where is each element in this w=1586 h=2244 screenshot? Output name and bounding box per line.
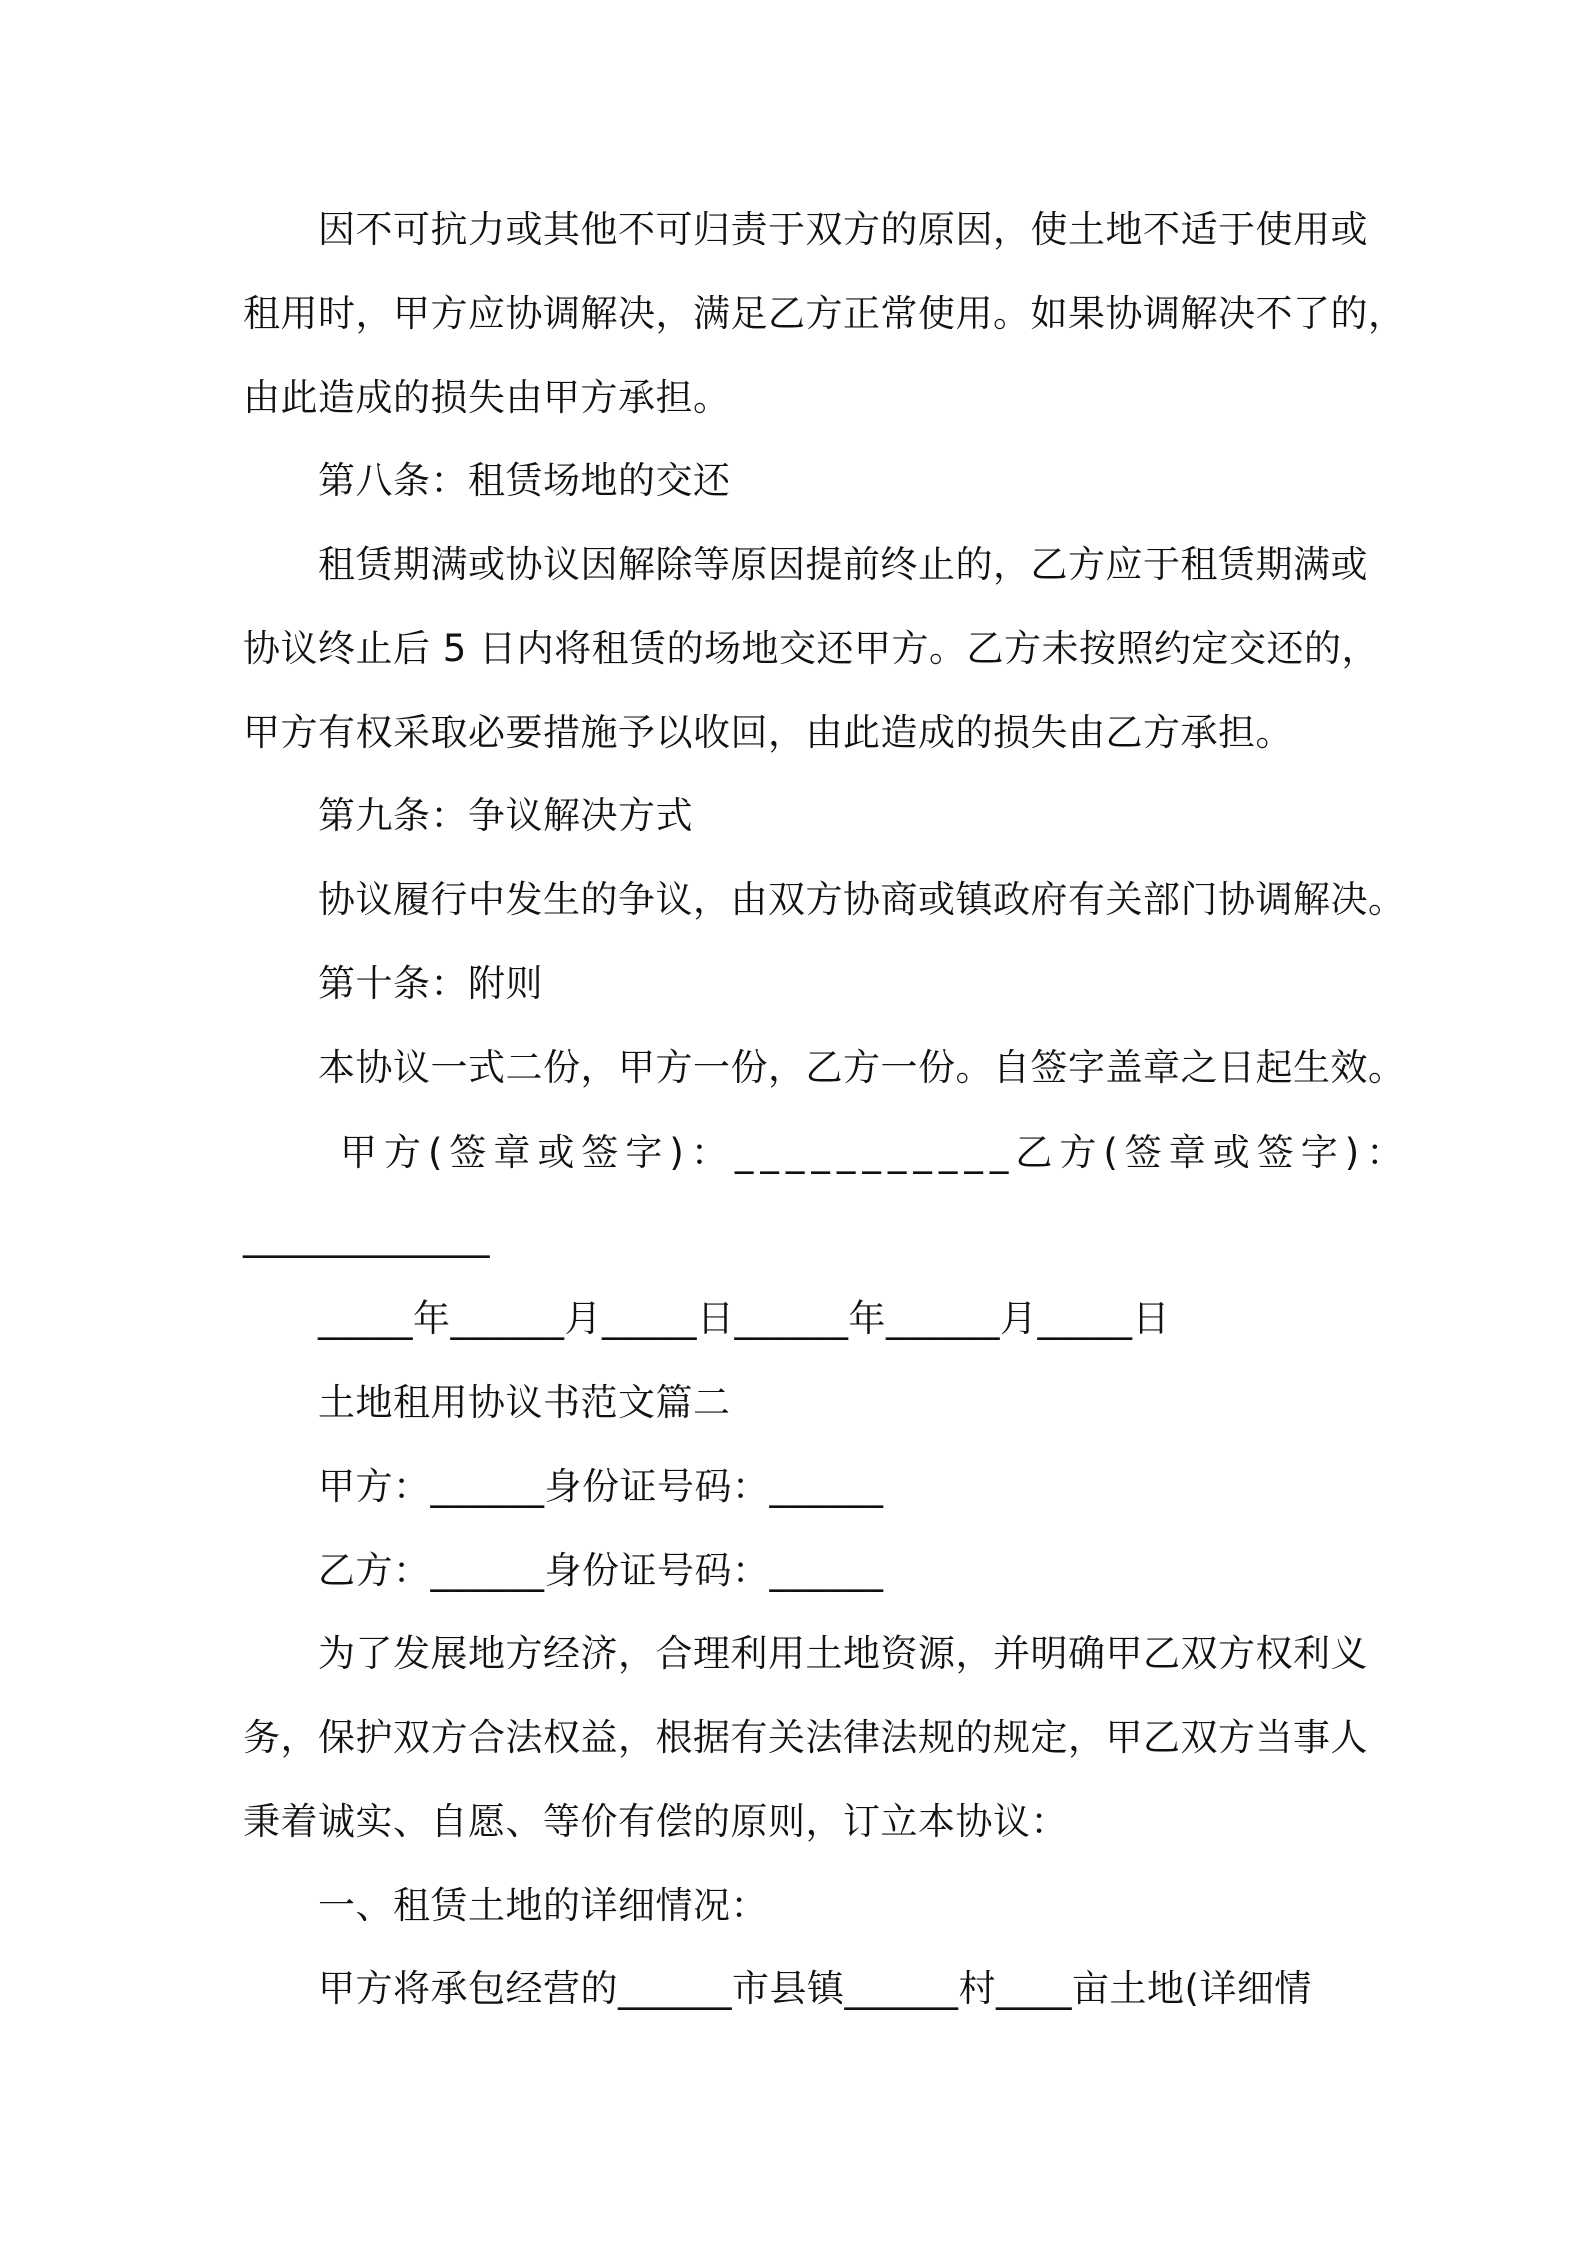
paragraph-line: 因不可抗力或其他不可归责于双方的原因，使土地不适于使用或 bbox=[318, 208, 1368, 251]
paragraph-line: 甲方将承包经营的______市县镇______村____亩土地(详细情 bbox=[318, 1967, 1312, 2010]
paragraph-line: 务，保护双方合法权益，根据有关法律法规的规定，甲乙双方当事人 bbox=[243, 1716, 1368, 1759]
paragraph-line: 协议终止后 5 日内将租赁的场地交还甲方。乙方未按照约定交还的， bbox=[243, 627, 1380, 670]
paragraph-line: 本协议一式二份，甲方一份，乙方一份。自签字盖章之日起生效。 bbox=[318, 1046, 1406, 1089]
paragraph-line: 协议履行中发生的争议，由双方协商或镇政府有关部门协调解决。 bbox=[318, 878, 1406, 921]
paragraph-line: 租用时，甲方应协调解决，满足乙方正常使用。如果协调解决不了的， bbox=[243, 292, 1406, 335]
signature-line: 甲方(签章或签字)：___________乙方(签章或签字)： bbox=[340, 1131, 1411, 1174]
date-line: _____年______月_____日______年______月_____日 bbox=[318, 1297, 1170, 1340]
paragraph-line: 秉着诚实、自愿、等价有偿的原则，订立本协议： bbox=[243, 1800, 1068, 1843]
clause-heading-1: 一、租赁土地的详细情况： bbox=[318, 1884, 768, 1927]
article-heading-10: 第十条：附则 bbox=[318, 962, 543, 1005]
article-heading-8: 第八条：租赁场地的交还 bbox=[318, 459, 731, 502]
party-a-line: 甲方：______身份证号码：______ bbox=[318, 1465, 884, 1508]
party-b-line: 乙方：______身份证号码：______ bbox=[318, 1549, 884, 1592]
section-title: 土地租用协议书范文篇二 bbox=[318, 1381, 731, 1424]
paragraph-line: 租赁期满或协议因解除等原因提前终止的，乙方应于租赁期满或 bbox=[318, 543, 1368, 586]
signature-blank: _____________ bbox=[243, 1215, 490, 1258]
article-heading-9: 第九条：争议解决方式 bbox=[318, 794, 693, 837]
paragraph-line: 由此造成的损失由甲方承担。 bbox=[243, 376, 731, 419]
paragraph-line: 甲方有权采取必要措施予以收回，由此造成的损失由乙方承担。 bbox=[243, 711, 1293, 754]
paragraph-line: 为了发展地方经济，合理利用土地资源，并明确甲乙双方权利义 bbox=[318, 1632, 1368, 1675]
